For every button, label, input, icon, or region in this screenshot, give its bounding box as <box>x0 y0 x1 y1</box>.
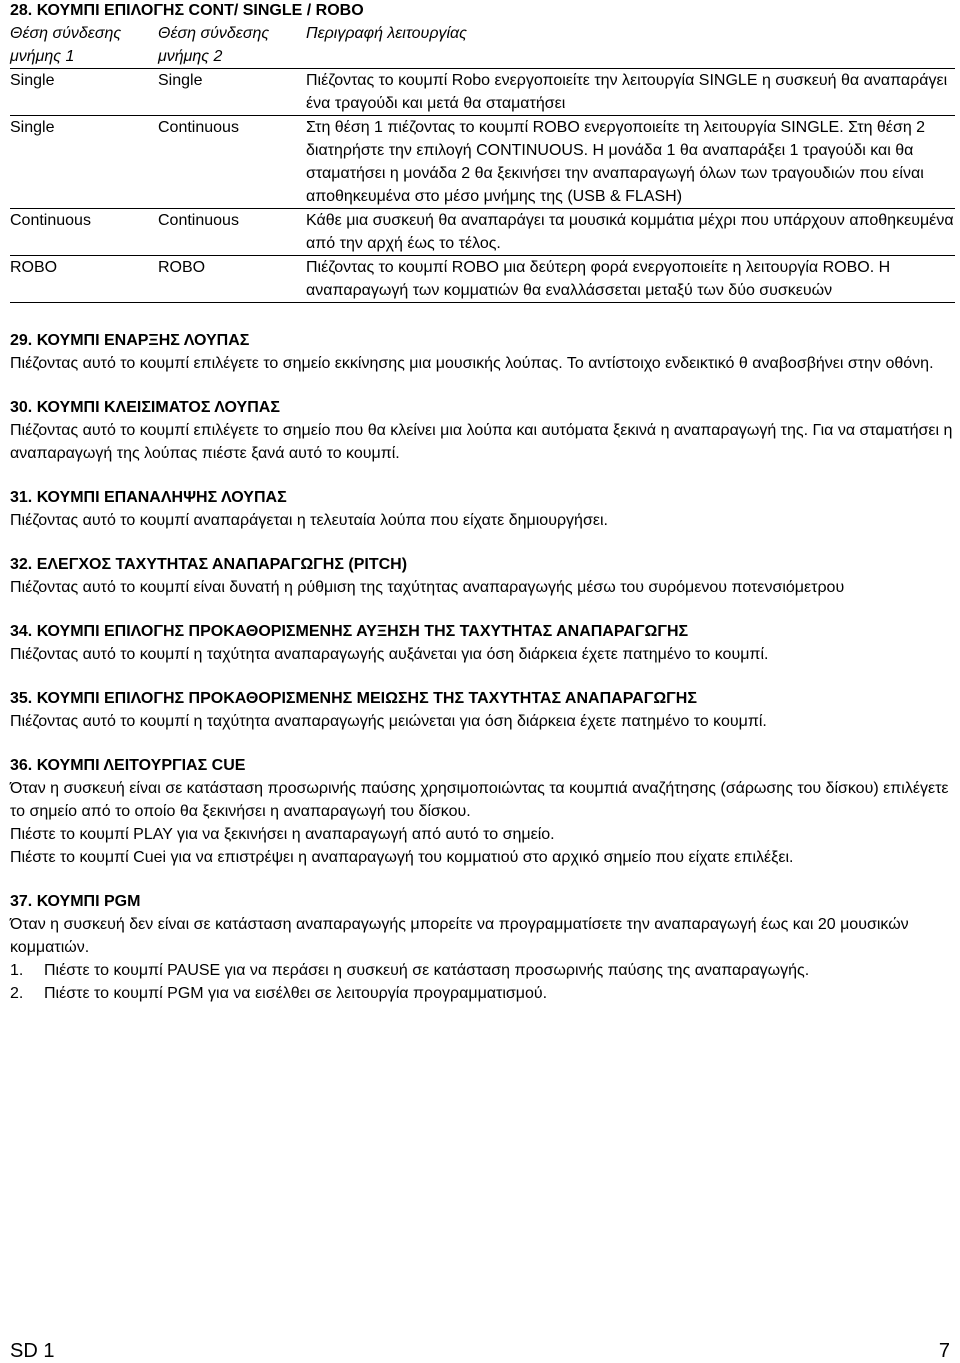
cell-desc: Κάθε μια συσκευή θα αναπαράγει τα μουσικά κομμάτια μέχρι που υπάρχουν αποθηκευμένα από την αρχή έως το τέλος. <box>306 209 955 256</box>
header-position-2: Θέση σύνδεσης μνήμης 2 <box>158 22 306 69</box>
section-number: 35. <box>10 690 33 707</box>
section-30 <box>10 396 955 465</box>
section-36 <box>10 754 955 869</box>
section-intro: Όταν η συσκευή δεν είναι σε κατάσταση αναπαραγωγής μπορείτε να προγραμματίσετε την αναπαραγωγή έως και 20 μουσικών κομματιών. <box>10 916 909 956</box>
section-35 <box>10 687 955 733</box>
section-paragraph-3: Πιέστε το κουμπί Cuei για να επιστρέψει η αναπαραγωγή του κομματιού στο αρχικό σημείο που είχατε επιλέξει. <box>10 849 794 866</box>
section-36-heading <box>10 754 955 777</box>
header-description: Περιγραφή λειτουργίας <box>306 22 955 69</box>
section-32 <box>10 553 955 599</box>
section-title: ΕΛΕΓΧΟΣ ΤΑΧΥΤΗΤΑΣ ΑΝΑΠΑΡΑΓΩΓΗΣ (PITCH) <box>36 556 408 573</box>
section-title: ΚΟΥΜΠΙ ΛΕΙΤΟΥΡΓΙΑΣ CUE <box>36 757 246 774</box>
section-number: 34. <box>10 623 33 640</box>
section-37-heading <box>10 890 955 913</box>
section-30-heading <box>10 396 955 419</box>
footer-page-number: 7 <box>938 1340 950 1362</box>
section-37 <box>10 890 955 1005</box>
section-text: Πιέζοντας αυτό το κουμπί αναπαράγεται η τελευταία λούπα που είχατε δημιουργήσει. <box>10 512 608 529</box>
section-text: Πιέζοντας αυτό το κουμπί επιλέγετε το σημείο που θα κλείνει μια λούπα και αυτόματα ξεκινά η αναπαραγωγή της. Για να σταματήσει η αναπαραγωγή της λούπας πιέστε ξανά αυτό το κουμπί. <box>10 422 953 462</box>
cell-pos1: Single <box>10 69 158 116</box>
section-34 <box>10 620 955 666</box>
manual-page <box>10 0 955 1005</box>
table-row <box>10 256 955 303</box>
section-paragraph-2: Πιέστε το κουμπί PLAY για να ξεκινήσει η αναπαραγωγή από αυτό το σημείο. <box>10 826 555 843</box>
section-number: 30. <box>10 399 33 416</box>
table-row <box>10 209 955 256</box>
cell-desc: Πιέζοντας το κουμπί ROBO μια δεύτερη φορά ενεργοποιείτε η λειτουργία ROBO. Η αναπαραγωγή των κομματιών θα εναλλάσσεται μεταξύ των δύο συσκευών <box>306 256 955 303</box>
section-29 <box>10 329 955 375</box>
section-title: ΚΟΥΜΠΙ ΕΠΙΛΟΓΗΣ ΠΡΟΚΑΘΟΡΙΣΜΕΝΗΣ ΜΕΙΩΣΗΣ ΤΗΣ ΤΑΧΥΤΗΤΑΣ ΑΝΑΠΑΡΑΓΩΓΗΣ <box>36 690 697 707</box>
list-text: Πιέστε το κουμπί PAUSE για να περάσει η συσκευή σε κατάσταση προσωρινής παύσης της αναπαραγωγής. <box>44 962 810 979</box>
section-title: ΚΟΥΜΠΙ PGM <box>36 893 141 910</box>
cell-pos1: Single <box>10 116 158 209</box>
table-row <box>10 116 955 209</box>
section-32-heading <box>10 553 955 576</box>
section-number: 32. <box>10 556 33 573</box>
section-29-heading <box>10 329 955 352</box>
section-28-title: 28. ΚΟΥΜΠΙ ΕΠΙΛΟΓΗΣ CONT/ SINGLE / ROBO <box>10 2 364 19</box>
section-31-heading <box>10 486 955 509</box>
section-number: 36. <box>10 757 33 774</box>
list-number: 2. <box>10 985 24 1002</box>
cell-pos1: Continuous <box>10 209 158 256</box>
section-34-heading <box>10 620 955 643</box>
section-title: ΚΟΥΜΠΙ ΚΛΕΙΣΙΜΑΤΟΣ ΛΟΥΠΑΣ <box>36 399 280 416</box>
header-position-1: Θέση σύνδεσης μνήμης 1 <box>10 22 158 69</box>
section-text: Πιέζοντας αυτό το κουμπί είναι δυνατή η ρύθμιση της ταχύτητας αναπαραγωγής μέσω του συρόμενου ποτενσιόμετρου <box>10 579 845 596</box>
section-number: 31. <box>10 489 33 506</box>
section-35-heading <box>10 687 955 710</box>
cell-pos2: Continuous <box>158 116 306 209</box>
cell-pos2: ROBO <box>158 256 306 303</box>
section-31 <box>10 486 955 532</box>
section-paragraph-1: Όταν η συσκευή είναι σε κατάσταση προσωρινής παύσης χρησιμοποιώντας τα κουμπιά αναζήτησης (σάρωσης του δίσκου) επιλέγετε το σημείο από το οποίο θα ξεκινήσει η αναπαραγωγή του δίσκου. <box>10 780 949 820</box>
list-item <box>10 982 955 1005</box>
section-number: 29. <box>10 332 33 349</box>
section-text: Πιέζοντας αυτό το κουμπί επιλέγετε το σημείο εκκίνησης μια μουσικής λούπας. Το αντίστοιχο ενδεικτικό θ αναβοσβήνει στην οθόνη. <box>10 355 934 372</box>
table-header-row <box>10 22 955 69</box>
list-text: Πιέστε το κουμπί PGM για να εισέλθει σε λειτουργία προγραμματισμού. <box>44 985 548 1002</box>
list-number: 1. <box>10 962 24 979</box>
cell-desc: Στη θέση 1 πιέζοντας το κουμπί ROBO ενεργοποιείτε τη λειτουργία SINGLE. Στη θέση 2 διατηρήστε την επιλογή CONTINUOUS. Η μονάδα 1 θα αναπαράξει 1 τραγούδι και θα σταματήσει η μονάδα 2 θα ξεκινήσει την αναπαραγωγή όλων των τραγουδιών που είναι αποθηκευμένα στο μέσο μνήμης της (USB & FLASH) <box>306 116 955 209</box>
cell-desc: Πιέζοντας το κουμπί Robo ενεργοποιείτε την λειτουργία SINGLE η συσκευή θα αναπαράγει ένα τραγούδι και μετά θα σταματήσει <box>306 69 955 116</box>
mode-table <box>10 22 955 303</box>
list-item <box>10 959 955 982</box>
section-text: Πιέζοντας αυτό το κουμπί η ταχύτητα αναπαραγωγής μειώνεται για όση διάρκεια έχετε πατημένο το κουμπί. <box>10 713 767 730</box>
cell-pos2: Continuous <box>158 209 306 256</box>
section-title: ΚΟΥΜΠΙ ΕΠΑΝΑΛΗΨΗΣ ΛΟΥΠΑΣ <box>36 489 287 506</box>
footer-model: SD 1 <box>10 1340 55 1362</box>
cell-pos2: Single <box>158 69 306 116</box>
cell-pos1: ROBO <box>10 256 158 303</box>
section-number: 37. <box>10 893 33 910</box>
section-title: ΚΟΥΜΠΙ ΕΝΑΡΞΗΣ ΛΟΥΠΑΣ <box>36 332 250 349</box>
section-title: ΚΟΥΜΠΙ ΕΠΙΛΟΓΗΣ ΠΡΟΚΑΘΟΡΙΣΜΕΝΗΣ ΑΥΞΗΣΗ ΤΗΣ ΤΑΧΥΤΗΤΑΣ ΑΝΑΠΑΡΑΓΩΓΗΣ <box>36 623 689 640</box>
section-text: Πιέζοντας αυτό το κουμπί η ταχύτητα αναπαραγωγής αυξάνεται για όση διάρκεια έχετε πατημένο το κουμπί. <box>10 646 769 663</box>
table-row <box>10 69 955 116</box>
